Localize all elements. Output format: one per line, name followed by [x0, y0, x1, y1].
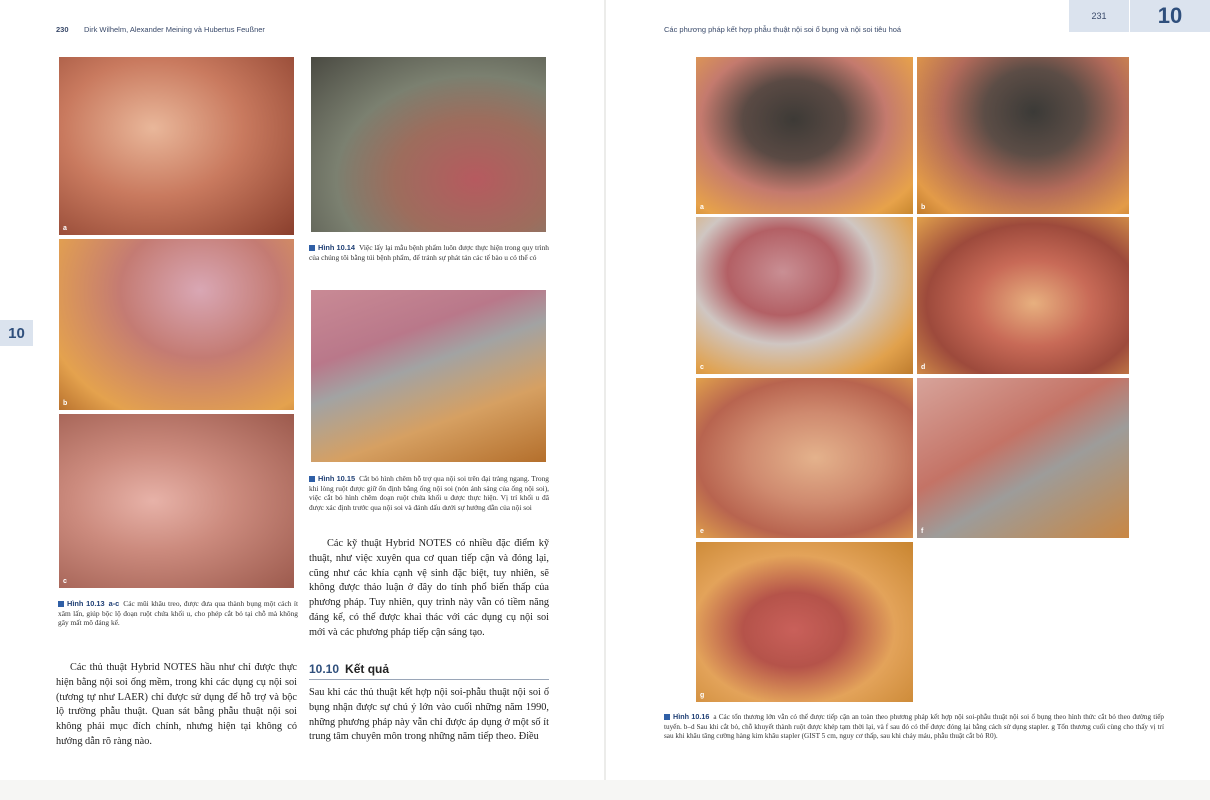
caption-text: Các mũi khâu treo, được đưa qua thành bụng một cách ít xâm lấn, giúp bộc lộ đoạn ruột chứa khối u, cho phép cắt bỏ tại chỗ mà không gây mất mô đáng kể.: [58, 599, 298, 628]
figure-image-10-16a: [696, 57, 913, 214]
figure-label: c: [700, 364, 704, 371]
paragraph-hybrid-notes-techniques: Các kỹ thuật Hybrid NOTES có nhiều đặc điểm kỹ thuật, như việc xuyên qua cơ quan tiếp cận và đóng lại, cũng như các khía cạnh vệ sinh đặc biệt, tuy nhiên, sẽ không được thảo luận ở đây do tính phổ biến thấp của phương pháp. Tuy nhiên, quy trình này vẫn có tiềm năng đáng kể, có thể được khai thác với các dụng cụ nội soi mới và các phương pháp tiếp cận sáng tạo.: [309, 538, 549, 638]
page-number: 230: [56, 25, 69, 34]
figure-image-10-16g: [696, 542, 913, 702]
caption-text: a Các tổn thương lớn vẫn có thể được tiếp cận an toàn theo phương pháp kết hợp nội soi-phẫu thuật nội soi ổ bụng theo hình thức cắt bỏ theo đường tiếp tuyến. b–d Sau khi cắt bỏ, chỗ khuyết thành ruột được khép tạm thời lại, và f sau đó có thể được đóng lại bằng cách sử dụng stapler. g Tổn thương cuối cùng cho thấy vị trí sau khi khâu tăng cường hàng kim khâu stapler (GIST 5 cm, nguy cơ thấp, sau khi chảy máu, phẫu thuật cắt bỏ R0).: [664, 713, 1164, 741]
figure-image-10-16e: [696, 378, 913, 538]
section-rule: [309, 679, 549, 680]
figure-caption-10-14: [309, 243, 549, 262]
running-header: Các phương pháp kết hợp phẫu thuật nội soi ổ bụng và nội soi tiêu hoá: [664, 25, 902, 34]
figure-label: e: [700, 528, 704, 535]
caption-text: Việc lấy lại mẫu bệnh phẩm luôn được thực hiện trong quy trình của chúng tôi bằng túi bệnh phẩm, để tránh sự phát tán các tế bào u có thể có: [309, 243, 550, 262]
figure-number: Hình 10.13: [67, 599, 105, 608]
section-heading: [309, 662, 389, 676]
figure-label: d: [921, 364, 926, 371]
left-page: [0, 0, 604, 780]
figure-image-10-16b: [917, 57, 1129, 214]
figure-image-10-13a: [59, 57, 294, 235]
figure-number: Hình 10.15: [318, 474, 356, 483]
figure-number: Hình 10.16: [673, 712, 710, 721]
figure-subref: a-c: [108, 599, 120, 608]
figure-marker-icon: [309, 476, 315, 482]
figure-label: a: [63, 225, 67, 232]
figure-image-10-16c: [696, 217, 913, 374]
figure-image-10-14: [311, 57, 546, 232]
figure-marker-icon: [58, 601, 64, 607]
figure-image-10-16f: [917, 378, 1129, 538]
figure-label: g: [700, 692, 705, 699]
figure-marker-icon: [309, 245, 315, 251]
chapter-tab: 10: [0, 320, 33, 346]
figure-image-10-13c: [59, 414, 294, 588]
running-header: Dirk Wilhelm, Alexander Meining và Hubertus Feußner: [84, 25, 265, 34]
figure-caption-10-15: [309, 474, 549, 512]
page-number-tab: 231: [1069, 0, 1129, 32]
figure-marker-icon: [664, 714, 670, 720]
section-number: 10.10: [309, 662, 340, 676]
paragraph-results: Sau khi các thủ thuật kết hợp nội soi-phẫu thuật nội soi ổ bụng nhận được sự chú ý lớn vào cuối những năm 1990, những phương pháp này vẫn chỉ được áp dụng ở một số ít trung tâm chuyên môn trong những năm tiếp theo. Điều: [309, 687, 549, 743]
right-page: [606, 0, 1210, 780]
chapter-tab: 10: [1130, 0, 1210, 32]
figure-label: b: [63, 400, 68, 407]
figure-label: c: [63, 578, 67, 585]
figure-image-10-16d: [917, 217, 1129, 374]
figure-caption-10-16: [664, 712, 1164, 742]
figure-label: b: [921, 204, 926, 211]
figure-caption-10-13: [58, 599, 298, 628]
figure-image-10-15: [311, 290, 546, 462]
caption-text: Cắt bỏ hình chêm hỗ trợ qua nội soi trên đại tràng ngang. Trong khi lòng ruột được giữ ổn định bằng ống nội soi (nón ánh sáng của ống nội soi), việc cắt bỏ hình chêm đoạn ruột chứa khối u được thực hiện. Vị trí khối u đã được xác định trước qua nội soi và đánh dấu dưới sự hướng dẫn của nội soi: [309, 474, 550, 512]
figure-label: f: [921, 528, 924, 535]
paragraph-hybrid-notes-flexible: Các thủ thuật Hybrid NOTES hầu như chỉ được thực hiện bằng nội soi ống mềm, trong khi các dụng cụ nội soi (tương tự như LAER) chỉ được sử dụng để hỗ trợ và bộc lộ trường phẫu thuật. Quan sát bằng phẫu thuật nội soi không phải mục đích chính, nhưng hiện tại không có hướng dẫn rõ ràng nào.: [56, 662, 297, 747]
section-title: Kết quả: [345, 662, 390, 676]
figure-number: Hình 10.14: [318, 243, 355, 252]
figure-label: a: [700, 204, 704, 211]
figure-image-10-13b: [59, 239, 294, 410]
